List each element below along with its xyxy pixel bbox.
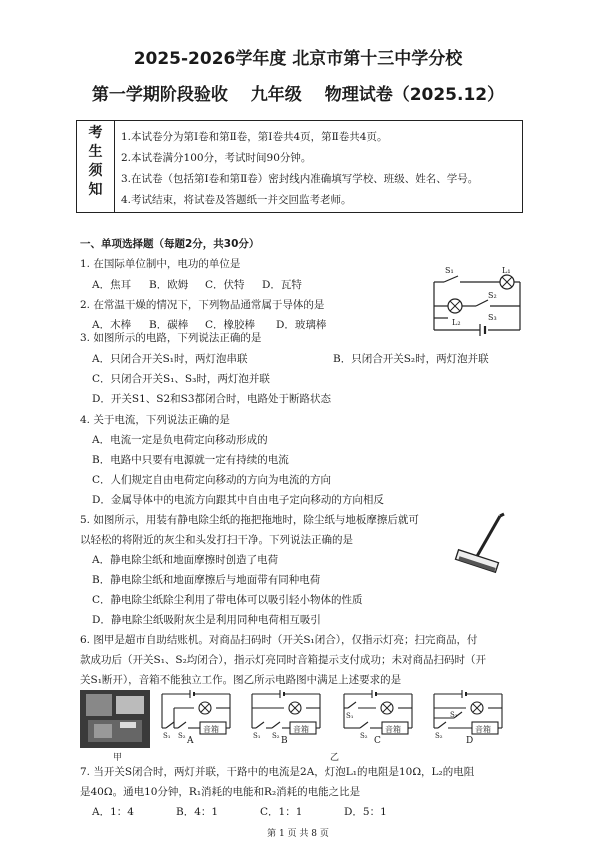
- circuit-c-diagram: [338, 690, 418, 740]
- q1-option-a: A．焦耳: [92, 279, 132, 291]
- circuit-c-letter: C: [374, 736, 381, 746]
- q5-option-d: D．静电除尘纸吸附灰尘是利用同种电荷相互吸引: [92, 614, 321, 626]
- lamp-l1-icon: [500, 275, 514, 289]
- notice-label-char: 考: [88, 125, 103, 141]
- notice-label-char: 知: [88, 182, 103, 198]
- q4-option-d: D．金属导体中的电流方向跟其中自由电子定向移动的方向相反: [92, 494, 384, 506]
- page-number: 第 1 页 共 8 页: [267, 829, 329, 839]
- circuit-a-letter: A: [187, 736, 194, 746]
- q5-option-b: B．静电除尘纸和地面摩擦后与地面带有同种电荷: [92, 574, 321, 586]
- speaker-label: 音箱: [203, 725, 219, 734]
- question-6-stem-line2: 款成功后（开关S₁、S₂均闭合），指示灯亮同时音箱提示支付成功；未对商品扫码时（开: [80, 654, 487, 666]
- switch-s2-label: S₂: [360, 732, 368, 740]
- q2-option-d: D．玻璃棒: [276, 319, 327, 331]
- question-6-stem-line1: 6. 图甲是超市自助结账机。对商品扫码时（开关S₁闭合），仅指示灯亮；扫完商品，付: [80, 634, 478, 646]
- q7-option-d: D．5：1: [344, 806, 387, 818]
- notice-box: [76, 120, 523, 213]
- q2-option-b: B．碳棒: [149, 319, 189, 331]
- label-s2: S₂: [488, 291, 497, 300]
- circuit-d-diagram: [428, 690, 508, 740]
- exam-title-line1: 2025-2026学年度 北京市第十三中学分校: [133, 49, 463, 69]
- q7-option-a: A．1：4: [92, 806, 134, 818]
- question-5-stem-line1: 5. 如图所示，用装有静电除尘纸的拖把拖地时，除尘纸与地板摩擦后就可: [80, 514, 419, 526]
- notice-item: 4.考试结束，将试卷及答题纸一并交回监考老师。: [121, 194, 352, 206]
- circuit-d-letter: D: [466, 736, 474, 746]
- q3-option-c: C．只闭合开关S₁、S₃时，两灯泡并联: [92, 373, 270, 385]
- figure-caption-jia: 甲: [113, 753, 123, 763]
- exam-title-line2: 第一学期阶段验收 九年级 物理试卷（2025.12）: [91, 85, 505, 105]
- q3-option-b: B．只闭合开关S₂时，两灯泡并联: [333, 353, 489, 365]
- section-heading: 一、单项选择题（每题2分，共30分）: [80, 238, 260, 250]
- notice-label-char: 须: [88, 163, 103, 179]
- switch-s2-label: S₂: [178, 732, 186, 740]
- q7-option-c: C．1：1: [260, 806, 303, 818]
- label-s1: S₁: [445, 266, 454, 275]
- q1-option-c: C．伏特: [205, 279, 245, 291]
- switch-s1-label: S₁: [450, 711, 458, 719]
- question-4-stem: 4. 关于电流，下列说法正确的是: [80, 414, 230, 426]
- switch-s2-label: S₂: [435, 732, 443, 740]
- q2-option-a: A．木棒: [92, 319, 132, 331]
- question-6-stem-line3: 关S₁断开），音箱不能独立工作。图乙所示电路图中满足上述要求的是: [80, 674, 402, 686]
- q4-option-b: B．电路中只要有电源就一定有持续的电流: [92, 454, 289, 466]
- question-1-stem: 1. 在国际单位制中，电功的单位是: [80, 258, 241, 270]
- question-2-stem: 2. 在常温干燥的情况下，下列物品通常属于导体的是: [80, 299, 325, 311]
- q1-option-b: B．欧姆: [149, 279, 189, 291]
- notice-label: [77, 121, 115, 212]
- circuit-b-letter: B: [281, 736, 288, 746]
- q3-option-d: D．开关S1、S2和S3都闭合时，电路处于断路状态: [92, 393, 332, 405]
- q5-option-a: A．静电除尘纸和地面摩擦时创造了电荷: [92, 554, 279, 566]
- q4-option-c: C．人们规定自由电荷定向移动的方向为电流的方向: [92, 474, 332, 486]
- notice-item: 1.本试卷分为第Ⅰ卷和第Ⅱ卷，第Ⅰ卷共4页，第Ⅱ卷共4页。: [121, 131, 388, 143]
- switch-s1-label: S₁: [163, 732, 171, 740]
- question-7-stem-line1: 7. 当开关S闭合时，两灯并联，干路中的电流是2A，灯泡L₁的电阻是10Ω，L₂的电阻: [80, 766, 475, 778]
- q3-option-a: A．只闭合开关S₁时，两灯泡串联: [92, 353, 248, 365]
- circuit-b-diagram: [246, 690, 326, 740]
- circuit-a-diagram: [156, 690, 236, 740]
- lamp-l2-icon: [448, 299, 462, 313]
- speaker-label: 音箱: [385, 725, 401, 734]
- q3-circuit-diagram: [428, 262, 524, 344]
- question-3-stem: 3. 如图所示的电路，下列说法正确的是: [80, 332, 262, 344]
- notice-label-char: 生: [88, 144, 103, 160]
- figure-caption-yi: 乙: [330, 753, 340, 763]
- switch-s1-label: S₁: [253, 732, 261, 740]
- question-5-stem-line2: 以轻松的将附近的灰尘和头发打扫干净。下列说法正确的是: [80, 534, 353, 546]
- notice-item: 2.本试卷满分100分，考试时间90分钟。: [121, 152, 312, 164]
- switch-s1-label: S₁: [346, 712, 354, 720]
- q5-option-c: C．静电除尘纸除尘利用了带电体可以吸引轻小物体的性质: [92, 594, 363, 606]
- question-7-stem-line2: 是40Ω。通电10分钟，R₁消耗的电能和R₂消耗的电能之比是: [80, 786, 361, 798]
- label-l1: L₁: [502, 266, 511, 275]
- q7-option-b: B．4：1: [176, 806, 219, 818]
- switch-s2-label: S₂: [272, 732, 280, 740]
- label-l2: L₂: [452, 318, 461, 327]
- self-checkout-machine-image: [80, 690, 150, 748]
- speaker-label: 音箱: [475, 725, 491, 734]
- static-mop-image: [450, 512, 510, 578]
- notice-item: 3.在试卷（包括第Ⅰ卷和第Ⅱ卷）密封线内准确填写学校、班级、姓名、学号。: [121, 173, 479, 185]
- speaker-label: 音箱: [293, 725, 309, 734]
- label-s3: S₃: [488, 313, 497, 322]
- q1-option-d: D．瓦特: [262, 279, 302, 291]
- q2-option-c: C．橡胶棒: [205, 319, 256, 331]
- q4-option-a: A．电流一定是负电荷定向移动形成的: [92, 434, 268, 446]
